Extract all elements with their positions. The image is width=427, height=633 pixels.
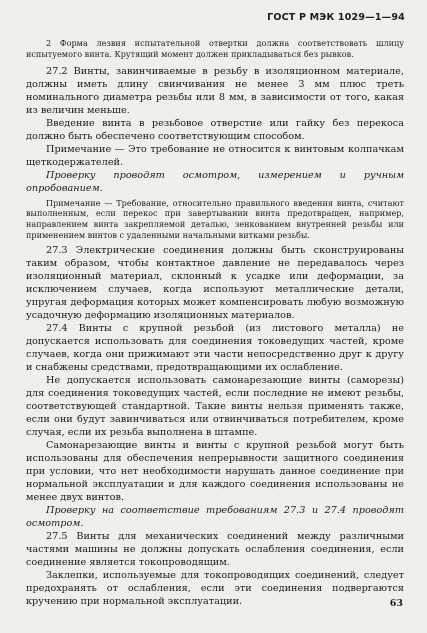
clause-27-4: 27.4 Винты с крупной резьбой (из листового металла) не допускается использовать для соединения токоведущих частей, кроме случаев, когда они прижимают эти части непосредственно друг к другу и снабжены средствами, предотвращающими их ослабление. (26, 322, 404, 373)
test-method-27-3-27-4: Проверку на соответствие требованиям 27.3 и 27.4 проводят осмотром. (26, 504, 404, 529)
paragraph-rivets: Заклепки, используемые для токопроводящих соединений, следует предохранять от ослабления, если эти соединения подвергаются кручению при нормальной эксплуатации. (26, 569, 404, 607)
note-screw-insertion: Примечание — Требование, относительно правильного введения винта, считают выполненным, если перекос при завертывании винта предотвращен, например, направлением винта закрепляемой деталью, зенкованием внутренней резьбы или применением винтов с удаленными начальными витками резьбы. (26, 197, 404, 240)
clause-27-5: 27.5 Винты для механических соединений между различными частями машины не должны допускать ослабления соединения, если соединение является токопроводящим. (26, 530, 404, 568)
note-brush-caps: Примечание — Это требование не относится к винтовым колпачкам щеткодержателей. (26, 143, 404, 168)
clause-27-2: 27.2 Винты, завинчиваемые в резьбу в изоляционном материале, должны иметь длину свинчивания не менее 3 мм плюс треть номинального диаметра резьбы или 8 мм, в зависимости от того, какая из величин меньше. (26, 65, 404, 116)
clause-27-3: 27.3 Электрические соединения должны быть сконструированы таким образом, чтобы контактное давление не передавалось через изоляционный материал, склонный к усадке или деформации, за исключением случаев, когда используют металлические детали, упругая деформация которых может компенсировать любую возможную усадочную деформацию изоляционных материалов. (26, 244, 404, 321)
footnote-paragraph: 2 Форма лезвия испытательной отвертки должна соответствовать шлицу испытуемого винта. Крутящий момент должен прикладываться без рывков. (26, 38, 404, 59)
document-body (26, 38, 404, 608)
paragraph-protective-connection: Самонарезающие винты и винты с крупной резьбой могут быть использованы для обеспечения непрерывности защитного соединения при условии, что нет необходимости нарушать данное соединение при нормальной эксплуатации и для каждого соединения использованы не менее двух винтов. (26, 439, 404, 503)
page-number: 63 (389, 598, 403, 609)
test-method-27-2: Проверку проводят осмотром, измерением и ручным опробованием. (26, 169, 404, 194)
paragraph-screw-insertion: Введение винта в резьбовое отверстие или гайку без перекоса должно быть обеспечено соответствующим способом. (26, 117, 404, 142)
paragraph-self-tapping-screws: Не допускается использовать самонарезающие винты (саморезы) для соединения токоведущих частей, если последние не имеют резьбы, соответствующей стандартной. Такие винты нельзя применять также, если они будут завинчиваться или отвинчиваться потребителем, кроме случая, если их резьба выполнена в штампе. (26, 374, 404, 438)
document-header: ГОСТ Р МЭК 1029—1—94 (267, 12, 405, 23)
